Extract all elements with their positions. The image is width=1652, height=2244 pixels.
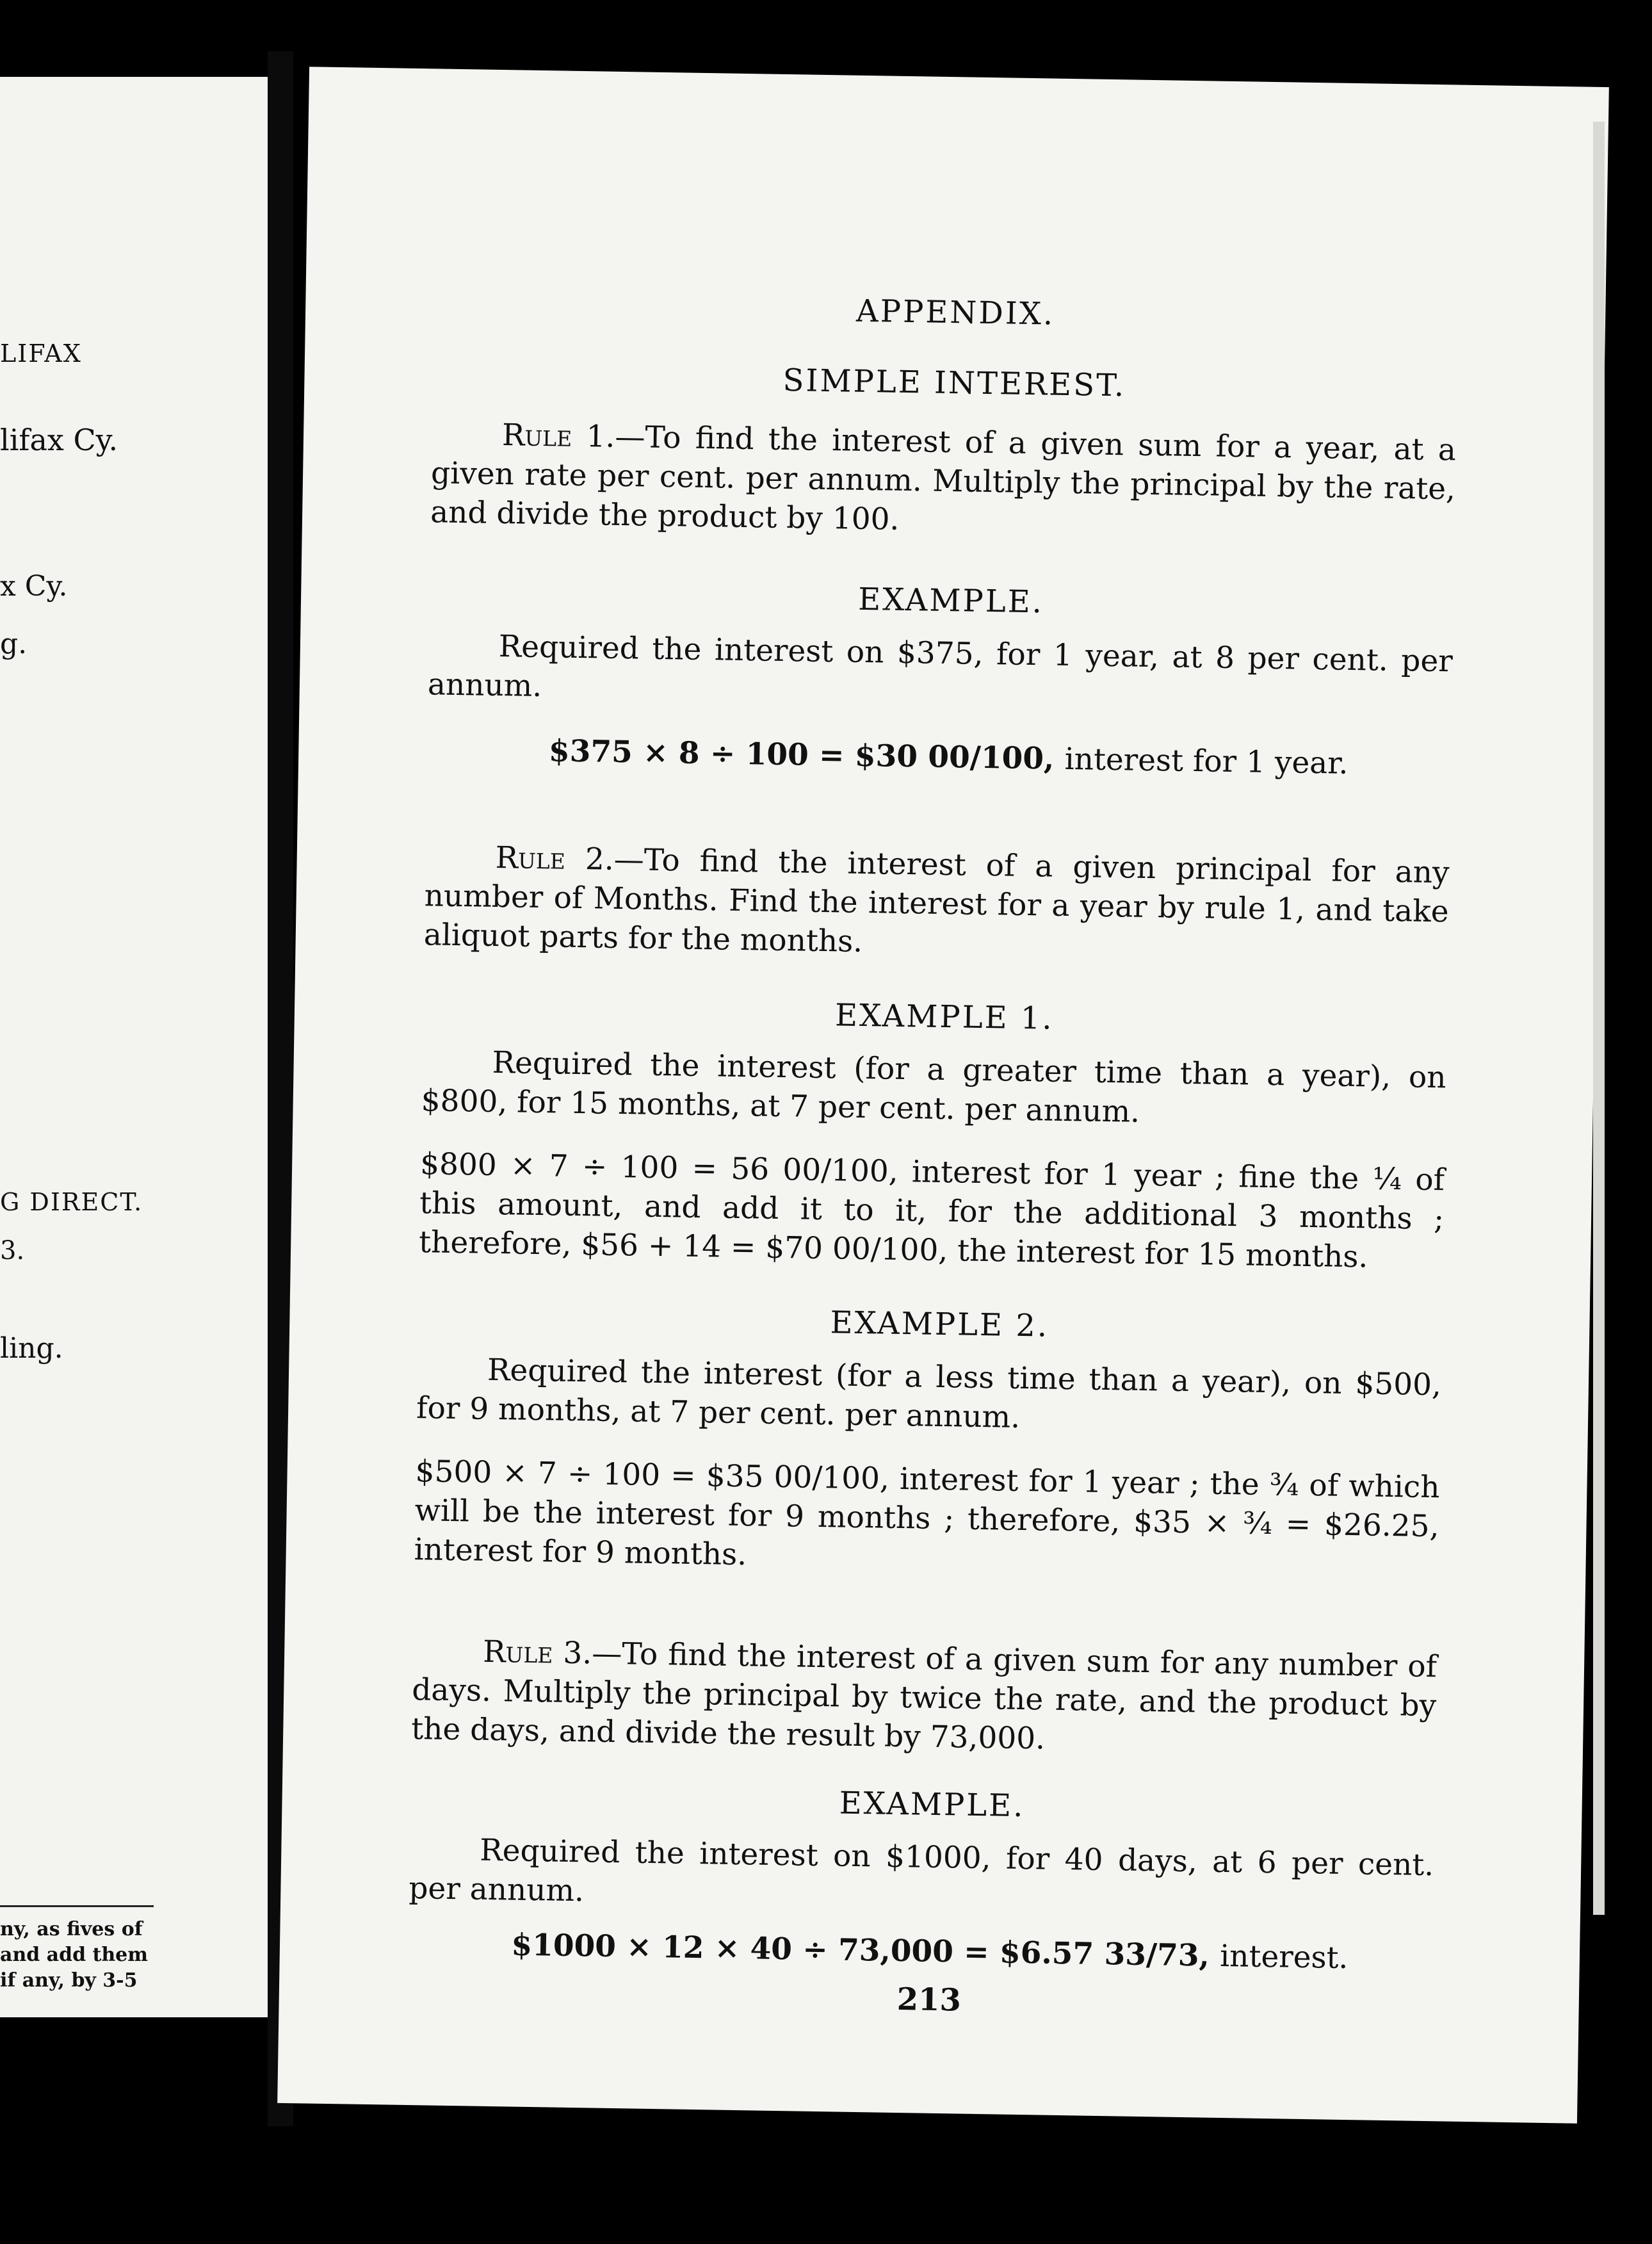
rule-2-paragraph [423, 837, 1450, 970]
example-text-content: Required the interest on $375, for 1 year, at 8 per cent. per annum. [427, 629, 1454, 704]
left-text-line: G DIRECT. [0, 1188, 143, 1216]
example-1-text-content: Required the interest (for a greater time than a year), on $800, for 15 months, at 7 per cent. per annum. [421, 1045, 1446, 1130]
page-number: 213 [896, 1981, 962, 2019]
rule-1-text: —To find the interest of a given sum for a year, at a given rate per cent. per annum. Multiply the principal by the rate, and divide the product by 100. [430, 419, 1457, 537]
left-text-line: LIFAX [0, 339, 82, 368]
rule-3-label: Rule 3. [482, 1634, 592, 1671]
left-text-line: x Cy. [0, 570, 68, 603]
rule-3-text: —To find the interest of a given sum for any number of days. Multiply the principal by twice the rate, and the product by the days, and divide the result by 73,000. [410, 1636, 1437, 1757]
left-text-line: g. [0, 628, 28, 660]
example-3-equation-math: $1000 × 12 × 40 ÷ 73,000 = $6.57 33/73, [511, 1927, 1210, 1974]
right-page [277, 67, 1609, 2123]
example-1-text [421, 1042, 1446, 1136]
example-2-text-content: Required the interest (for a less time than a year), on $500, for 9 months, at 7 per cent. per annum. [416, 1352, 1442, 1436]
example-2-text [416, 1349, 1442, 1443]
example-equation-math: $375 × 8 ÷ 100 = $30 00/100, [548, 733, 1055, 777]
rule-2-label: Rule 2. [495, 840, 615, 877]
example-2-work: $500 × 7 ÷ 100 = $35 00/100, interest for 1 year ; the ¾ of which will be the interest for 9 months ; therefore, $35 × ¾ = $26.25, interest for 9 months. [414, 1454, 1440, 1573]
left-text-line: lifax Cy. [0, 423, 118, 457]
rule-2-text: —To find the interest of a given principal for any number of Months. Find the interest for a year by rule 1, and take aliquot parts for the months. [423, 842, 1450, 960]
example-equation-tail: interest for 1 year. [1064, 741, 1348, 781]
footnote-rule [0, 1905, 154, 1907]
example-3-heading: EXAMPLE. [839, 1785, 1025, 1825]
footnote-line: if any, by 3-5 [0, 1969, 138, 1992]
rule-3-paragraph [411, 1631, 1437, 1764]
example-1-work: $800 × 7 ÷ 100 = 56 00/100, interest for 1 year ; fine the ¼ of this amount, and add it to it, for the additional 3 months ; therefore, $56 + 14 = $70 00/100, the interest for 15 months. [418, 1146, 1445, 1275]
example-3-text [409, 1830, 1434, 1924]
left-text-line: ling. [0, 1332, 63, 1365]
rule-1-label: Rule 1. [501, 418, 615, 455]
left-text-line: 3. [0, 1236, 25, 1265]
example-3-text-content: Required the interest on $1000, for 40 days, at 6 per cent. per annum. [409, 1832, 1434, 1909]
example-3-equation [280, 1924, 1580, 1980]
example-equation [298, 729, 1599, 785]
example-heading: EXAMPLE. [857, 581, 1044, 621]
example-1-heading: EXAMPLE 1. [834, 997, 1055, 1037]
example-text [427, 626, 1453, 720]
left-page [0, 77, 268, 2017]
section-heading: SIMPLE INTEREST. [782, 362, 1126, 404]
rule-1-paragraph [430, 414, 1457, 548]
page-edge [1593, 122, 1605, 1915]
footnote-line: and add them [0, 1944, 149, 1966]
example-2-heading: EXAMPLE 2. [830, 1305, 1049, 1344]
footnote-line: ny, as fives of [0, 1918, 143, 1940]
example-3-equation-tail: interest. [1219, 1938, 1348, 1976]
page-title: APPENDIX. [855, 293, 1055, 332]
